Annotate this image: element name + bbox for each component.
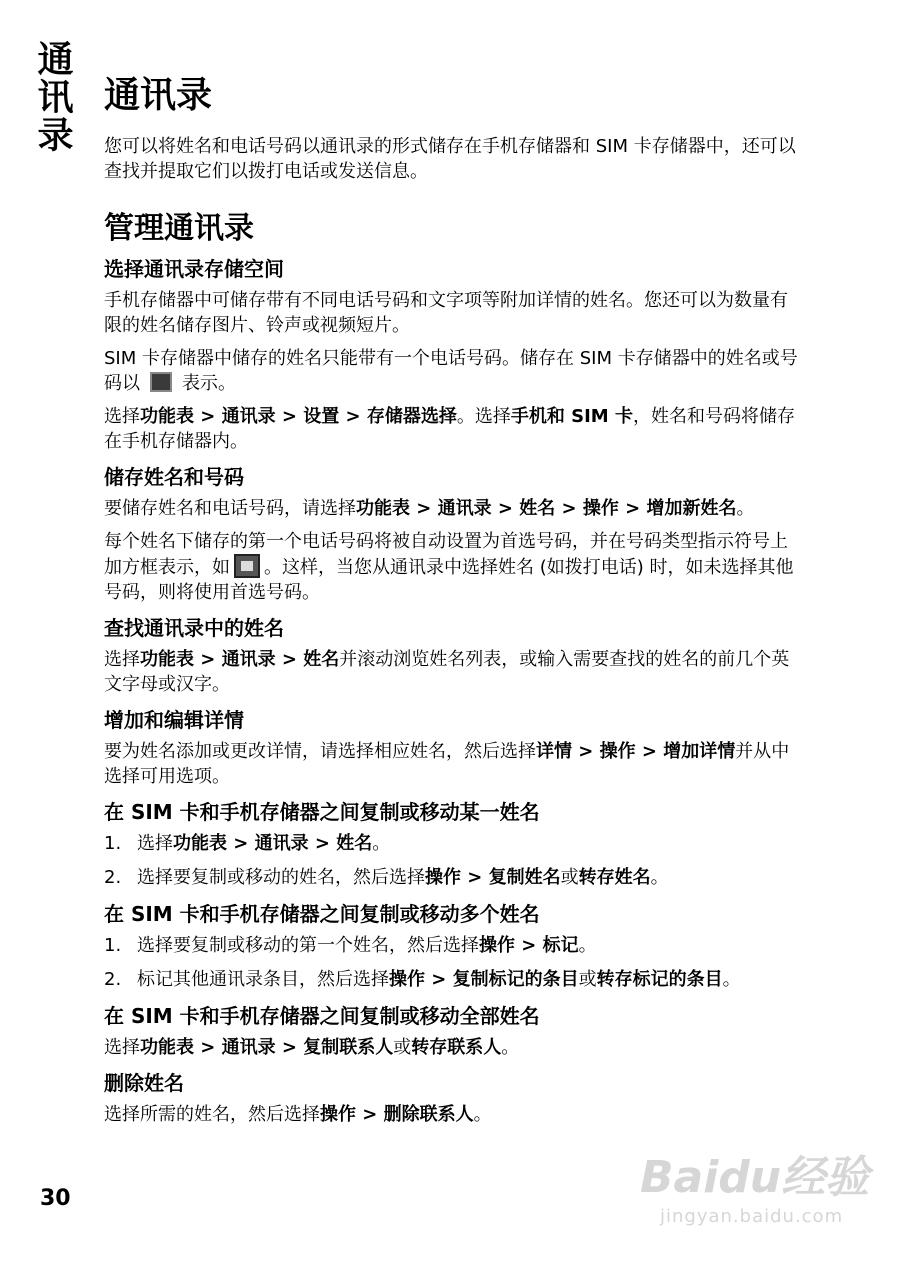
list-item: 2. 选择要复制或移动的姓名，然后选择操作 > 复制姓名或转存姓名。: [104, 867, 669, 888]
delete-paragraph: 选择所需的姓名，然后选择操作 > 删除联系人。: [104, 1104, 492, 1125]
baidu-watermark: [640, 1150, 900, 1260]
edit-paragraph: 要为姓名添加或更改详情，请选择相应姓名，然后选择详情 > 操作 > 增加详情并从中选择可用选项。: [104, 741, 790, 787]
subheading-delete: 删除姓名: [104, 1071, 184, 1095]
section-heading-manage: 管理通讯录: [104, 211, 254, 246]
copy-all-paragraph: 选择功能表 > 通讯录 > 复制联系人或转存联系人。: [104, 1037, 520, 1058]
copy-multiple-steps: [104, 933, 804, 992]
subheading-edit-details: 增加和编辑详情: [104, 708, 244, 732]
sim-card-icon: [150, 372, 172, 392]
storage-paragraph-1: 手机存储器中可储存带有不同电话号码和文字项等附加详情的姓名。您还可以为数量有限的姓名储存图片、铃声或视频短片。: [104, 290, 788, 336]
save-paragraph-1: 要储存姓名和电话号码，请选择功能表 > 通讯录 > 姓名 > 操作 > 增加新姓名。: [104, 498, 755, 519]
copy-one-steps: [104, 831, 804, 890]
storage-paragraph-2: SIM 卡存储器中储存的姓名只能带有一个电话号码。储存在 SIM 卡存储器中的姓名或号码以 表示。: [104, 348, 798, 394]
list-item: 2. 标记其他通讯录条目，然后选择操作 > 复制标记的条目或转存标记的条目。: [104, 969, 741, 990]
list-item: 1. 选择要复制或移动的第一个姓名，然后选择操作 > 标记。: [104, 935, 597, 956]
subheading-save-names: 储存姓名和号码: [104, 465, 244, 489]
list-item: 1. 选择功能表 > 通讯录 > 姓名。: [104, 833, 391, 854]
intro-paragraph: 您可以将姓名和电话号码以通讯录的形式储存在手机存储器和 SIM 卡存储器中，还可以查找并提取它们以拨打电话或发送信息。: [104, 136, 796, 182]
subheading-copy-all: 在 SIM 卡和手机存储器之间复制或移动全部姓名: [104, 1004, 540, 1028]
subheading-copy-one: 在 SIM 卡和手机存储器之间复制或移动某一姓名: [104, 800, 540, 824]
watermark-logo: Baidu经验: [640, 1152, 870, 1203]
storage-paragraph-3: 选择功能表 > 通讯录 > 设置 > 存储器选择。选择手机和 SIM 卡，姓名和号码将储存在手机存储器内。: [104, 406, 795, 452]
page-title: 通讯录: [104, 75, 213, 116]
page-number: 30: [40, 1186, 71, 1211]
search-paragraph: 选择功能表 > 通讯录 > 姓名并滚动浏览姓名列表，或输入需要查找的姓名的前几个英文字母或汉字。: [104, 649, 790, 695]
subheading-storage: 选择通讯录存储空间: [104, 257, 284, 281]
default-number-icon: [234, 554, 260, 578]
side-tab-label: 通讯录: [32, 40, 73, 154]
watermark-url: jingyan.baidu.com: [660, 1206, 844, 1227]
subheading-search: 查找通讯录中的姓名: [104, 616, 284, 640]
save-paragraph-2: 每个姓名下储存的第一个电话号码将被自动设置为首选号码，并在号码类型指示符号上加方框表示，如 。这样，当您从通讯录中选择姓名 (如拨打电话) 时，如未选择其他号码，则将使用首选号码。: [104, 531, 794, 603]
page-content: [104, 72, 804, 1135]
subheading-copy-multiple: 在 SIM 卡和手机存储器之间复制或移动多个姓名: [104, 902, 540, 926]
